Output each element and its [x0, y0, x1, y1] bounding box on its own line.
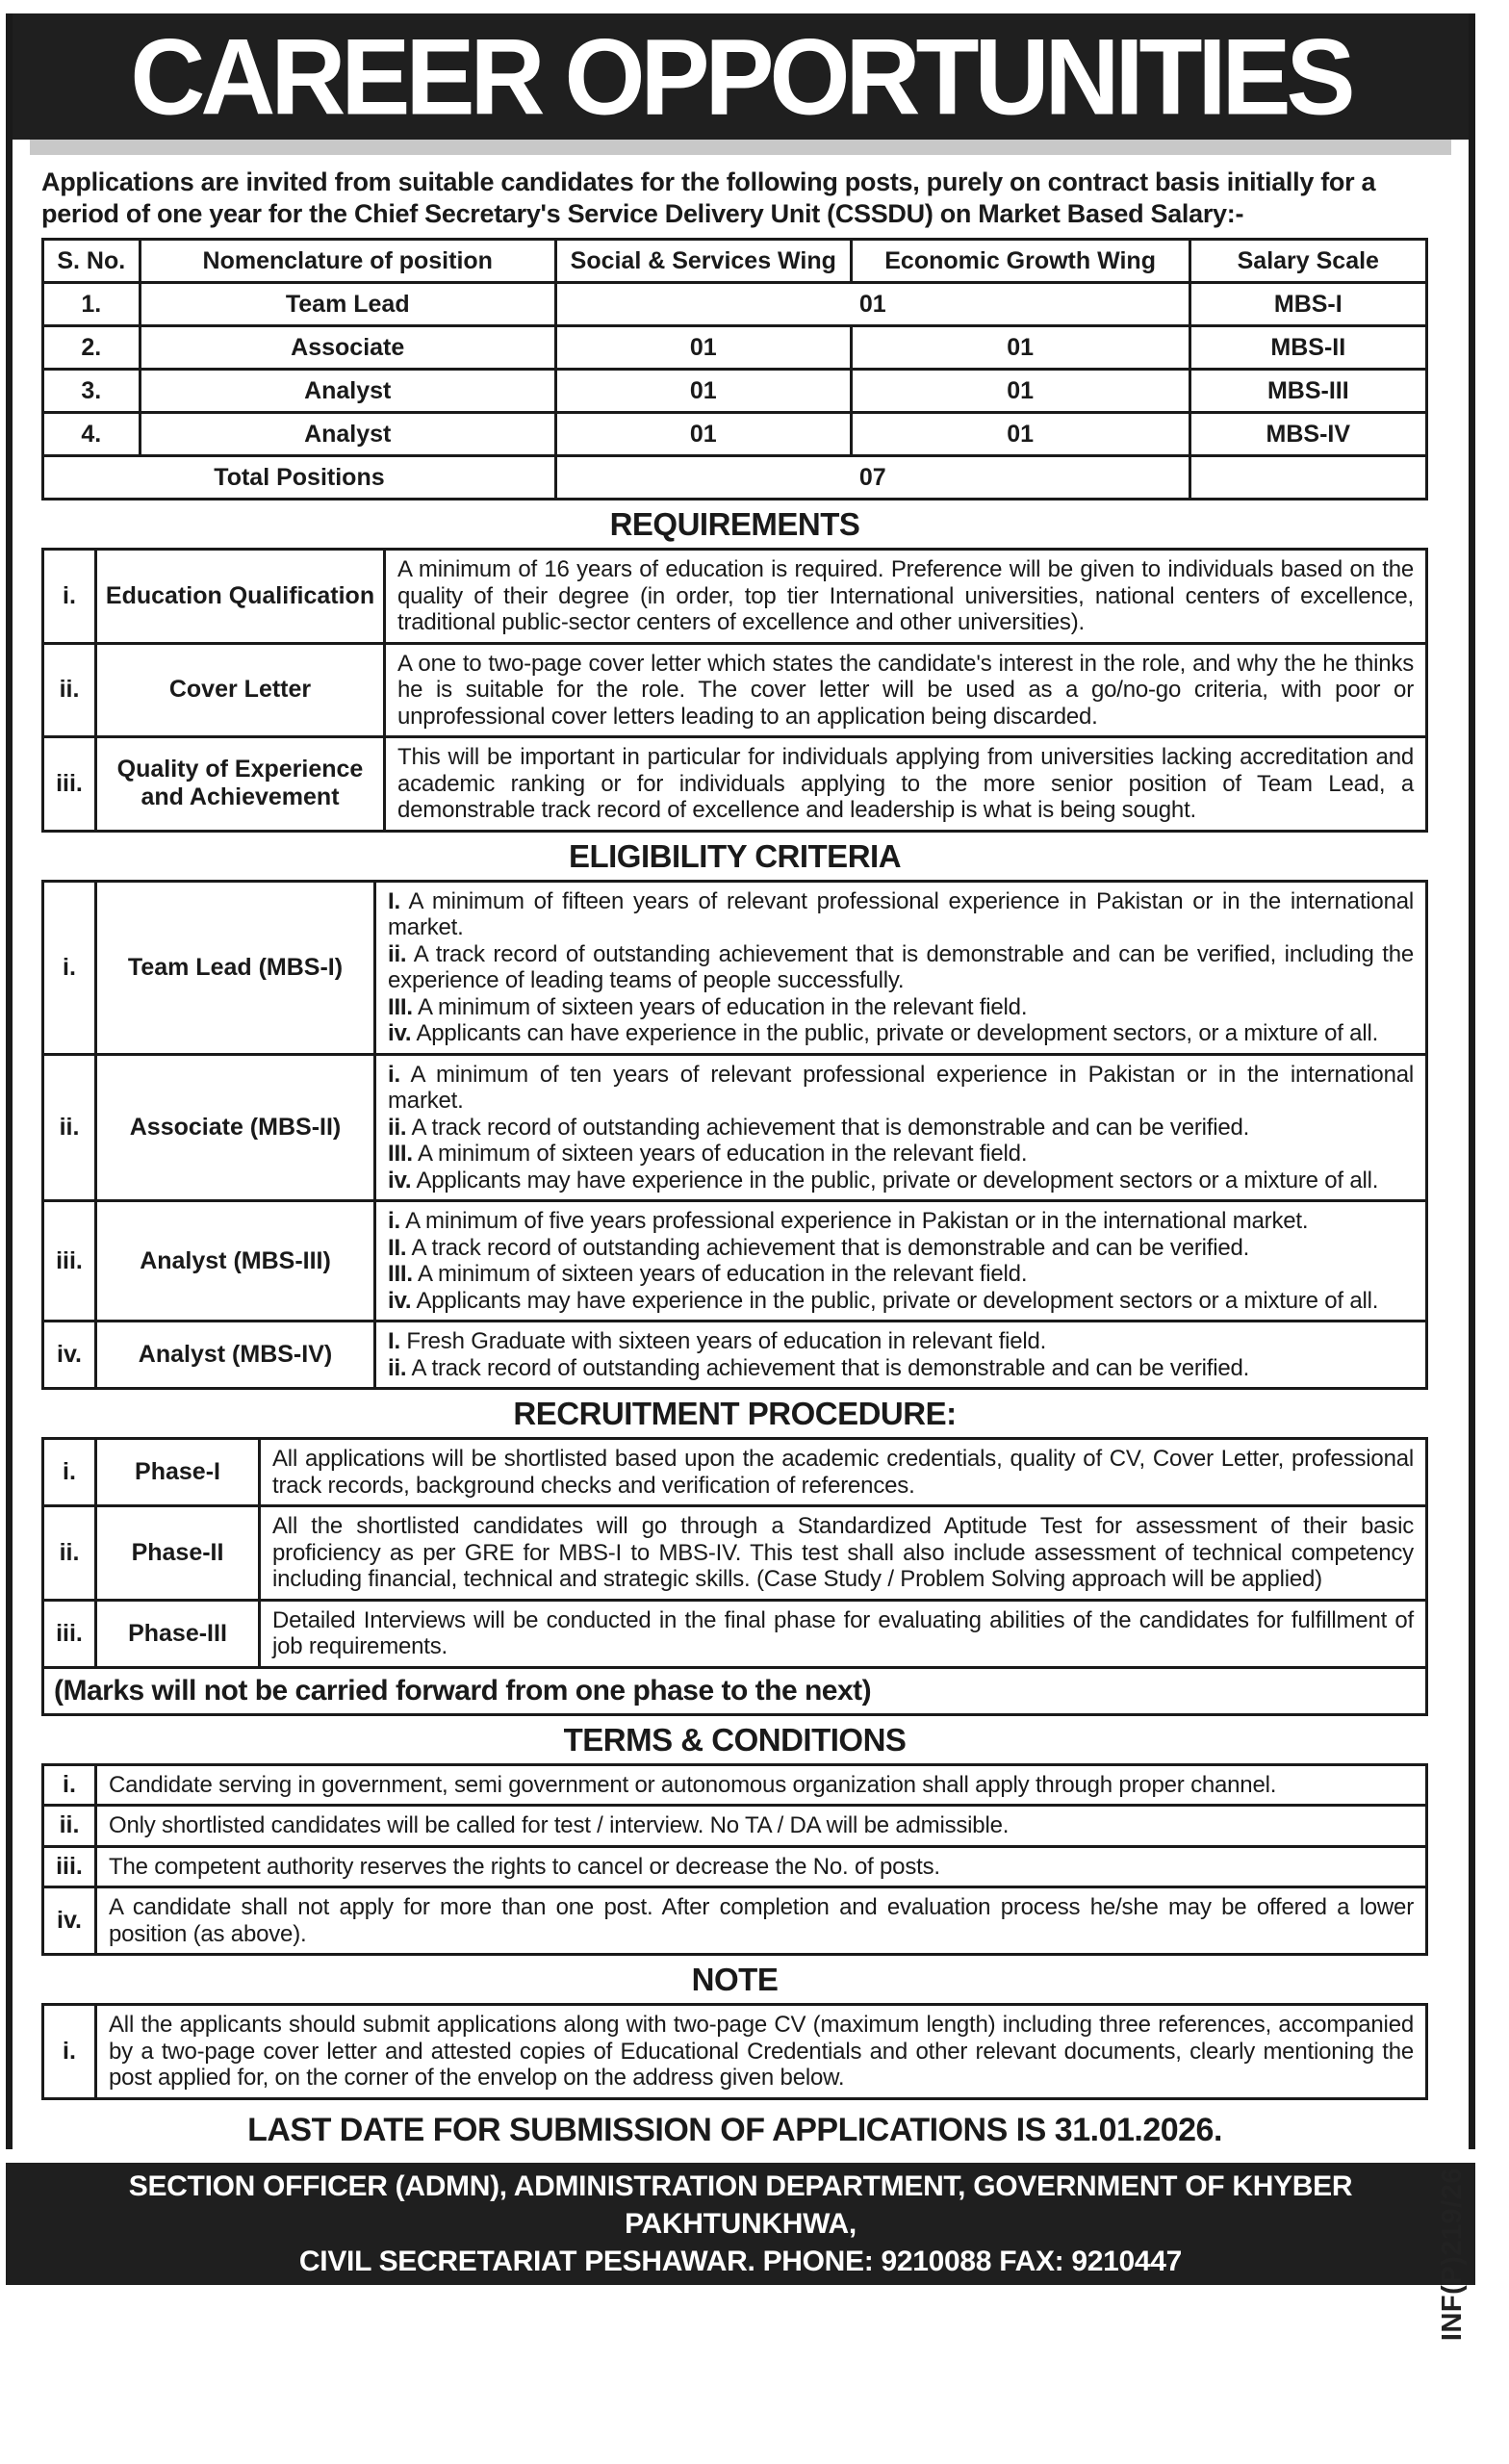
table-row — [43, 2005, 1427, 2099]
cell-economic: 01 — [851, 326, 1189, 370]
cell-salary: MBS-III — [1189, 370, 1426, 413]
item-number: i. — [388, 1061, 400, 1088]
item-text: A minimum of sixteen years of education in the relevant field. — [412, 1141, 1028, 1167]
item-text: A track record of outstanding achievement that is demonstrable and can be verified. — [406, 1114, 1250, 1141]
table-row — [43, 1201, 1427, 1322]
footer-line-2: CIVIL SECRETARIAT PESHAWAR. PHONE: 9210088 FAX: 9210447 — [298, 2245, 1183, 2277]
item-number: I. — [388, 1328, 400, 1354]
item-text: A track record of outstanding achievement that is demonstrable and can be verified. — [406, 1354, 1250, 1381]
item-number: iv. — [388, 1287, 412, 1314]
item-text: A minimum of fifteen years of relevant professional experience in Pakistan or in the international market. — [388, 887, 1414, 940]
item-number: iv. — [388, 1167, 412, 1194]
row-number: iii. — [43, 1600, 96, 1667]
requirements-table — [41, 548, 1428, 833]
recruitment-heading: RECRUITMENT PROCEDURE: — [513, 1396, 957, 1431]
row-text: Candidate serving in government, semi government or autonomous organization shall apply through proper channel. — [96, 1764, 1427, 1806]
item-text: A minimum of five years professional experience in Pakistan or in the international market. — [399, 1208, 1309, 1234]
item-number: iv. — [388, 1020, 412, 1046]
advert-page — [0, 13, 1509, 2464]
cell-sno: 3. — [43, 370, 141, 413]
row-number: ii. — [43, 1054, 96, 1201]
item-text: Applicants may have experience in the public, private or development sectors or a mixture of all. — [411, 1167, 1379, 1194]
row-number: i. — [43, 1439, 96, 1506]
intro-paragraph: Applications are invited from suitable candidates for the following posts, purely on contract basis initially for a period of one year for the Chief Secretary's Service Delivery Unit (CSSDU) on Market Based Salary:- — [41, 167, 1376, 228]
row-number: i. — [43, 1764, 96, 1806]
item-text: A track record of outstanding achievement that is demonstrable and can be verified. — [406, 1234, 1250, 1261]
row-label: Phase-I — [96, 1439, 260, 1506]
cell-sno: 4. — [43, 413, 141, 456]
cell-economic: 01 — [851, 413, 1189, 456]
table-row — [43, 283, 1427, 326]
terms-heading: TERMS & CONDITIONS — [563, 1721, 907, 1758]
table-row — [43, 1806, 1427, 1847]
criteria-item — [388, 1168, 1414, 1194]
row-text: A one to two-page cover letter which states the candidate's interest in the role, and why the he thinks he is suitable for the role. The cover letter will be used as a go/no-go criteria, with poor or unprofessional cover letters leading to an application being discarded. — [385, 643, 1427, 737]
cell-position: Associate — [140, 326, 555, 370]
item-number: I. — [388, 887, 400, 914]
row-text: All the shortlisted candidates will go through a Standardized Aptitude Test for assessment of their basic proficiency as per GRE for MBS-I to MBS-IV. This test shall also include assessment of technical competency including financial, technical and strategic skills. (Case Study / Problem Solving approach will be applied) — [260, 1506, 1427, 1601]
table-row — [43, 326, 1427, 370]
cell-empty — [1189, 456, 1426, 500]
cell-position: Analyst — [140, 413, 555, 456]
total-row — [43, 456, 1427, 500]
cell-social: 01 — [555, 326, 851, 370]
header-divider — [30, 140, 1451, 155]
item-number: i. — [388, 1208, 400, 1234]
cell-economic: 01 — [851, 370, 1189, 413]
note-heading: NOTE — [691, 1962, 779, 1997]
table-row — [43, 1600, 1427, 1667]
row-label: Phase-II — [96, 1506, 260, 1601]
criteria-item — [388, 1261, 1414, 1288]
note-table — [41, 2003, 1428, 2100]
cell-sno: 1. — [43, 283, 141, 326]
last-date-line: LAST DATE FOR SUBMISSION OF APPLICATIONS IS 31.01.2026. — [247, 2111, 1222, 2148]
cell-position: Analyst — [140, 370, 555, 413]
item-number: ii. — [388, 940, 407, 967]
col-header-sno: S. No. — [43, 240, 141, 283]
item-text: A minimum of sixteen years of education in the relevant field. — [412, 1261, 1028, 1287]
item-number: III. — [388, 1141, 413, 1167]
row-label: Quality of Experience and Achievement — [96, 737, 385, 832]
item-text: A track record of outstanding achievement that is demonstrable and can be verified, including the experience of leading teams of people successfully. — [388, 940, 1414, 993]
table-row — [43, 1322, 1427, 1389]
item-text: Applicants can have experience in the public, private or development sectors, or a mixture of all. — [411, 1020, 1379, 1046]
requirements-heading: REQUIREMENTS — [609, 506, 860, 542]
positions-header-row — [43, 240, 1427, 283]
row-number: ii. — [43, 643, 96, 737]
table-row — [43, 1506, 1427, 1601]
table-row — [43, 413, 1427, 456]
page-title-bar — [13, 13, 1469, 140]
col-header-nomenclature: Nomenclature of position — [140, 240, 555, 283]
row-number: iv. — [43, 1887, 96, 1955]
row-criteria — [375, 1201, 1427, 1322]
row-number: i. — [43, 881, 96, 1054]
reference-number: INF(P)219/26 — [1437, 2168, 1468, 2342]
cell-total-label: Total Positions — [43, 456, 556, 500]
col-header-social-wing: Social & Services Wing — [555, 240, 851, 283]
row-label: Analyst (MBS-III) — [96, 1201, 375, 1322]
table-row — [43, 1054, 1427, 1201]
row-text: This will be important in particular for individuals applying from universities lacking accreditation and academic ranking or for individuals applying to the more senior position of Team Lead, a demonstrable track record of excellence and leadership is what is being sought. — [385, 737, 1427, 832]
table-row — [43, 370, 1427, 413]
row-criteria — [375, 1054, 1427, 1201]
terms-table — [41, 1763, 1428, 1957]
row-text: The competent authority reserves the rights to cancel or decrease the No. of posts. — [96, 1846, 1427, 1887]
row-label: Associate (MBS-II) — [96, 1054, 375, 1201]
footer — [6, 2163, 1475, 2285]
criteria-item — [388, 1288, 1414, 1315]
footer-line-1: SECTION OFFICER (ADMN), ADMINISTRATION DEPARTMENT, GOVERNMENT OF KHYBER PAKHTUNKHWA, — [128, 2169, 1353, 2240]
row-label: Cover Letter — [96, 643, 385, 737]
table-row — [43, 643, 1427, 737]
criteria-item — [388, 1115, 1414, 1142]
item-text: A minimum of sixteen years of education in the relevant field. — [412, 993, 1028, 1020]
criteria-item — [388, 1020, 1414, 1047]
row-number: ii. — [43, 1506, 96, 1601]
row-text: All the applicants should submit applications along with two-page CV (maximum length) including three references, accompanied by a two-page cover letter and attested copies of Educational Credentials and other relevant documents, clearly mentioning the post applied for, on the corner of the envelop on the address given below. — [96, 2005, 1427, 2099]
criteria-item — [388, 1062, 1414, 1115]
cell-total-value: 07 — [555, 456, 1189, 500]
row-number: i. — [43, 550, 96, 644]
document-frame — [6, 13, 1475, 2149]
row-label: Analyst (MBS-IV) — [96, 1322, 375, 1389]
marks-note: (Marks will not be carried forward from one phase to the next) — [43, 1667, 1427, 1714]
row-number: i. — [43, 2005, 96, 2099]
table-row — [43, 1846, 1427, 1887]
item-number: III. — [388, 1261, 413, 1287]
row-number: iv. — [43, 1322, 96, 1389]
item-text: Applicants may have experience in the public, private or development sectors or a mixture of all. — [411, 1287, 1379, 1314]
row-text: Detailed Interviews will be conducted in the final phase for evaluating abilities of the candidates for fulfillment of job requirements. — [260, 1600, 1427, 1667]
item-number: ii. — [388, 1114, 407, 1141]
cell-position: Team Lead — [140, 283, 555, 326]
table-row — [43, 1764, 1427, 1806]
criteria-item — [388, 1355, 1414, 1382]
item-number: III. — [388, 993, 413, 1020]
cell-sno: 2. — [43, 326, 141, 370]
row-criteria — [375, 1322, 1427, 1389]
table-row — [43, 881, 1427, 1054]
item-text: A minimum of ten years of relevant professional experience in Pakistan or in the international market. — [388, 1061, 1414, 1114]
row-label: Education Qualification — [96, 550, 385, 644]
table-row — [43, 1887, 1427, 1955]
cell-salary: MBS-IV — [1189, 413, 1426, 456]
marks-note-row — [43, 1667, 1427, 1714]
row-text: All applications will be shortlisted based upon the academic credentials, quality of CV, Cover Letter, professional track records, background checks and verification of references. — [260, 1439, 1427, 1506]
table-row — [43, 737, 1427, 832]
positions-table — [41, 238, 1428, 500]
eligibility-heading: ELIGIBILITY CRITERIA — [568, 837, 902, 874]
criteria-item — [388, 888, 1414, 941]
cell-social: 01 — [555, 370, 851, 413]
criteria-item — [388, 1141, 1414, 1168]
cell-salary: MBS-II — [1189, 326, 1426, 370]
item-number: ii. — [388, 1354, 407, 1381]
row-label: Phase-III — [96, 1600, 260, 1667]
page-title: CAREER OPPORTUNITIES — [130, 15, 1351, 138]
row-number: iii. — [43, 1846, 96, 1887]
row-text: A minimum of 16 years of education is required. Preference will be given to individuals based on the quality of their degree (in order, top tier International universities, national centers of excellence, traditional public-sector centers of excellence and other universities). — [385, 550, 1427, 644]
document-content — [13, 155, 1469, 2149]
col-header-salary: Salary Scale — [1189, 240, 1426, 283]
criteria-item — [388, 994, 1414, 1021]
table-row — [43, 1439, 1427, 1506]
cell-wings-merged: 01 — [555, 283, 1189, 326]
item-text: Fresh Graduate with sixteen years of education in relevant field. — [399, 1328, 1047, 1354]
col-header-economic-wing: Economic Growth Wing — [851, 240, 1189, 283]
criteria-item — [388, 1328, 1414, 1355]
cell-social: 01 — [555, 413, 851, 456]
table-row — [43, 550, 1427, 644]
row-number: ii. — [43, 1806, 96, 1847]
cell-salary: MBS-I — [1189, 283, 1426, 326]
criteria-item — [388, 941, 1414, 994]
row-number: iii. — [43, 737, 96, 832]
row-number: iii. — [43, 1201, 96, 1322]
recruitment-table — [41, 1437, 1428, 1716]
row-criteria — [375, 881, 1427, 1054]
item-number: II. — [388, 1234, 407, 1261]
row-text: Only shortlisted candidates will be called for test / interview. No TA / DA will be admissible. — [96, 1806, 1427, 1847]
row-text: A candidate shall not apply for more than one post. After completion and evaluation process he/she may be offered a lower position (as above). — [96, 1887, 1427, 1955]
eligibility-table — [41, 880, 1428, 1391]
criteria-item — [388, 1208, 1414, 1235]
row-label: Team Lead (MBS-I) — [96, 881, 375, 1054]
criteria-item — [388, 1235, 1414, 1262]
